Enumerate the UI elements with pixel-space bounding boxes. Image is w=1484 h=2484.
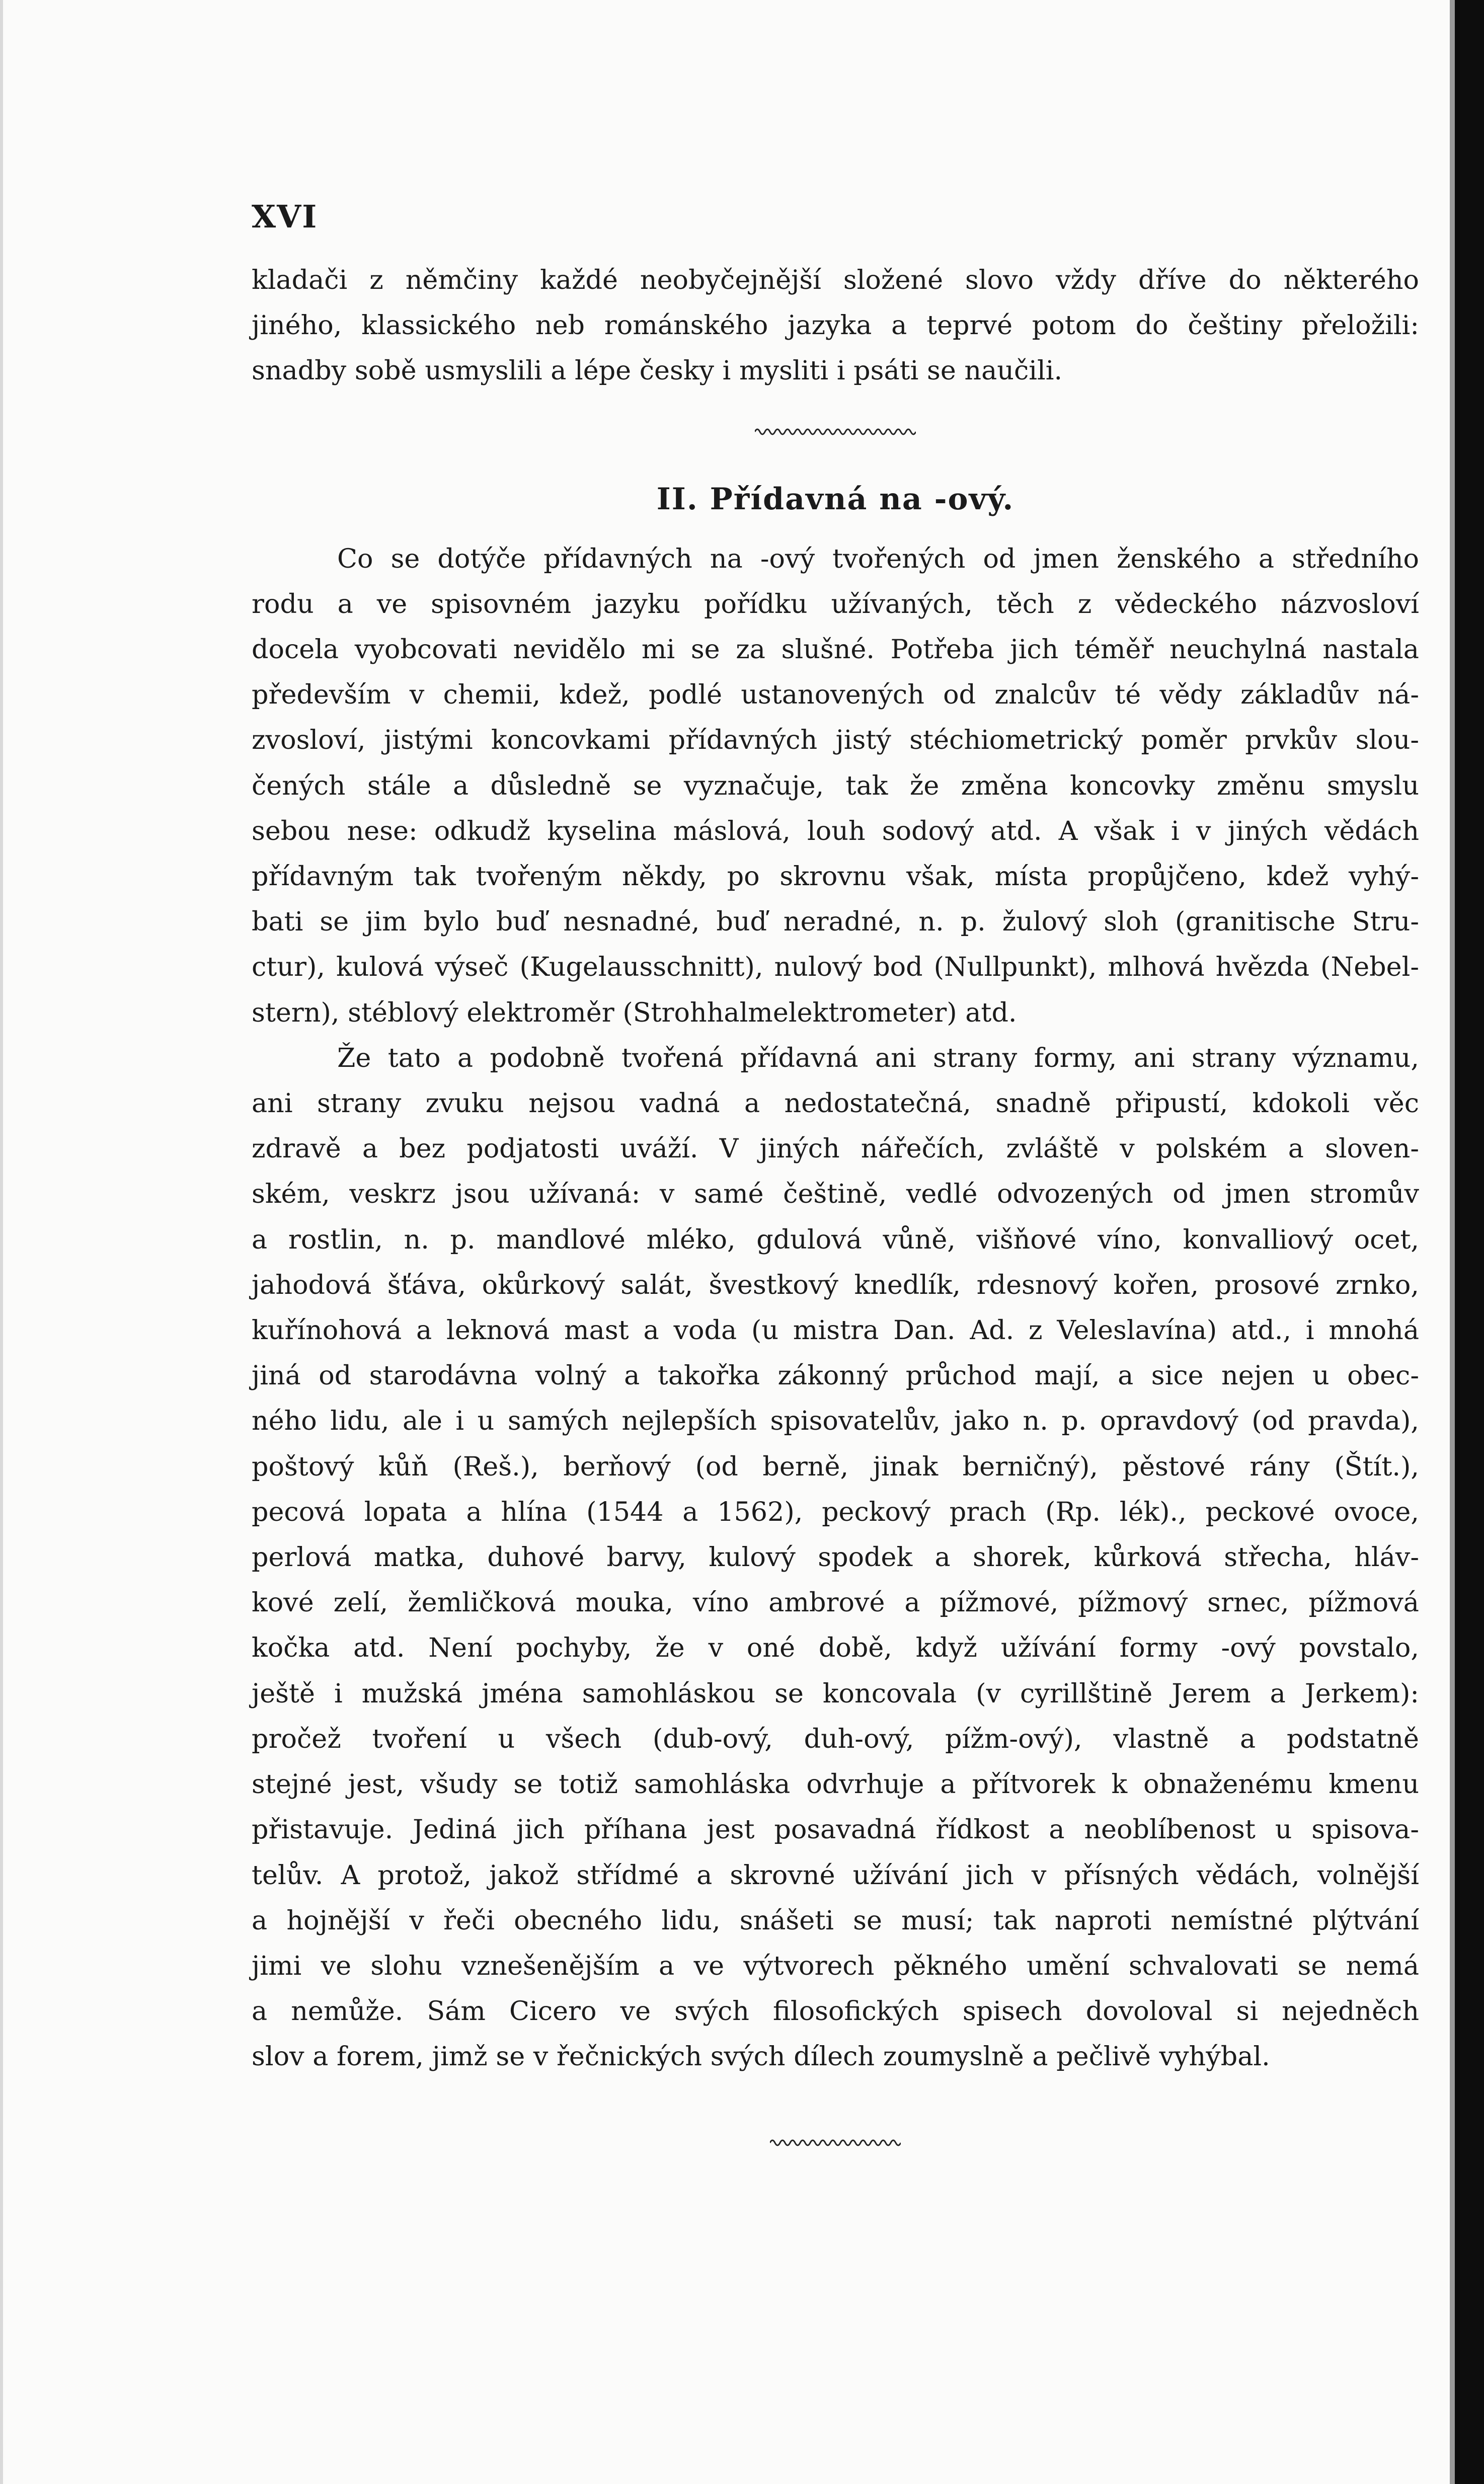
text-line: jimi ve slohu vznešenějším a ve výtvorech pěkného umění schvalovati se nemá (252, 1950, 1419, 1981)
text-line: a hojnější v řeči obecného lidu, snášeti se musí; tak naproti nemístné plýtvání (252, 1905, 1419, 1936)
text-line: ském, veskrz jsou užívaná: v samé češtině, vedlé odvozených od jmen stromův (252, 1179, 1419, 1210)
text-line: a nemůže. Sám Cicero ve svých filosofických spisech dovoloval si nejedněch (252, 1996, 1419, 2027)
wavy-separator-icon (770, 2135, 901, 2150)
page-left-edge (0, 0, 3, 2484)
page-content (252, 198, 1419, 2191)
text-line: slov a forem, jimž se v řečnických svých dílech zoumyslně a pečlivě vyhýbal. (252, 2041, 1270, 2072)
wavy-separator-icon (755, 424, 916, 439)
text-line: pecová lopata a hlína (1544 a 1562), peckový prach (Rp. lék)., peckové ovoce, (252, 1496, 1419, 1527)
section-heading: II. Přídavná na -ový. (656, 481, 1014, 517)
text-line: jahodová šťáva, okůrkový salát, švestkový knedlík, rdesnový kořen, prosové zrnko, (252, 1269, 1419, 1300)
text-line: a rostlin, n. p. mandlové mléko, gdulová vůně, višňové víno, konvalliový ocet, (252, 1224, 1419, 1255)
text-line: jiná od starodávna volný a takořka zákonný průchod mají, a sice nejen u obec- (252, 1360, 1419, 1391)
text-line: Že tato a podobně tvořená přídavná ani strany formy, ani strany významu, (337, 1042, 1419, 1073)
text-line: rodu a ve spisovném jazyku pořídku užívaných, těch z vědeckého názvosloví (252, 588, 1419, 619)
text-line: poštový kůň (Reš.), berňový (od berně, jinak berničný), pěstové rány (Štít.), (252, 1451, 1419, 1482)
text-line: stejné jest, všudy se totiž samohláska odvrhuje a přítvorek k obnaženému kmenu (252, 1769, 1419, 1800)
text-line: ctur), kulová výseč (Kugelausschnitt), nulový bod (Nullpunkt), mlhová hvězda (Nebel- (252, 952, 1419, 983)
text-line: docela vyobcovati nevidělo mi se za slušné. Potřeba jich téměř neuchylná nastala (252, 634, 1419, 665)
text-line: sebou nese: odkudž kyselina máslová, louh sodový atd. A však i v jiných vědách (252, 815, 1419, 846)
text-line: ani strany zvuku nejsou vadná a nedostatečná, snadně připustí, kdokoli věc (252, 1088, 1419, 1119)
page-right-edge (1455, 0, 1484, 2484)
text-line: telův. A protož, jakož střídmé a skrovné užívání jich v přísných vědách, volnější (252, 1859, 1419, 1891)
text-line: stern), stéblový elektroměr (Strohhalmelektrometer) atd. (252, 997, 1017, 1028)
text-line: bati se jim bylo buď nesnadné, buď neradné, n. p. žulový sloh (granitische Stru- (252, 906, 1419, 938)
text-line: perlová matka, duhové barvy, kulový spodek a shorek, kůrková střecha, hláv- (252, 1542, 1419, 1573)
text-line: kuřínohová a leknová mast a voda (u mistra Dan. Ad. z Veleslavína) atd., i mnohá (252, 1315, 1419, 1346)
text-line: především v chemii, kdež, podlé ustanovených od znalcův té vědy základův ná- (252, 679, 1419, 711)
intro-paragraph (252, 258, 1419, 394)
text-line: ještě i mužská jména samohláskou se koncovala (v cyrillštině Jerem a Jerkem): (252, 1678, 1419, 1709)
text-line: Co se dotýče přídavných na -ový tvořených od jmen ženského a středního (337, 543, 1419, 574)
text-line: zvosloví, jistými koncovkami přídavných jistý stéchiometrický poměr prvkův slou- (252, 725, 1419, 756)
text-line: snadby sobě usmyslili a lépe česky i mysliti i psáti se naučili. (252, 355, 1063, 386)
text-line: kové zelí, žemličková mouka, víno ambrové a pížmové, pížmový srnec, pížmová (252, 1587, 1419, 1618)
text-line: pročež tvoření u všech (dub-ový, duh-ový, pížm-ový), vlastně a podstatně (252, 1723, 1419, 1754)
text-line: čených stále a důsledně se vyznačuje, tak že změna koncovky změnu smyslu (252, 770, 1419, 801)
section-paragraph-1 (252, 536, 1419, 1036)
text-line: jiného, klassického neb románského jazyka a teprvé potom do češtiny přeložili: (252, 310, 1419, 341)
text-line: zdravě a bez podjatosti uváží. V jiných nářečích, zvláště v polském a sloven- (252, 1133, 1419, 1165)
page-number: XVI (252, 198, 318, 235)
page-binding-shadow (1450, 0, 1455, 2484)
text-line: kladači z němčiny každé neobyčejnější složené slovo vždy dříve do některého (252, 265, 1419, 295)
text-line: ného lidu, ale i u samých nejlepších spisovatelův, jako n. p. opravdový (od pravda), (252, 1406, 1419, 1437)
section-paragraph-2 (252, 1036, 1419, 2080)
text-line: přídavným tak tvořeným někdy, po skrovnu však, místa propůjčeno, kdež vyhý- (252, 861, 1419, 892)
text-line: kočka atd. Není pochyby, že v oné době, když užívání formy -ový povstalo, (252, 1633, 1419, 1664)
text-line: přistavuje. Jediná jich příhana jest posavadná řídkost a neoblíbenost u spisova- (252, 1814, 1419, 1845)
